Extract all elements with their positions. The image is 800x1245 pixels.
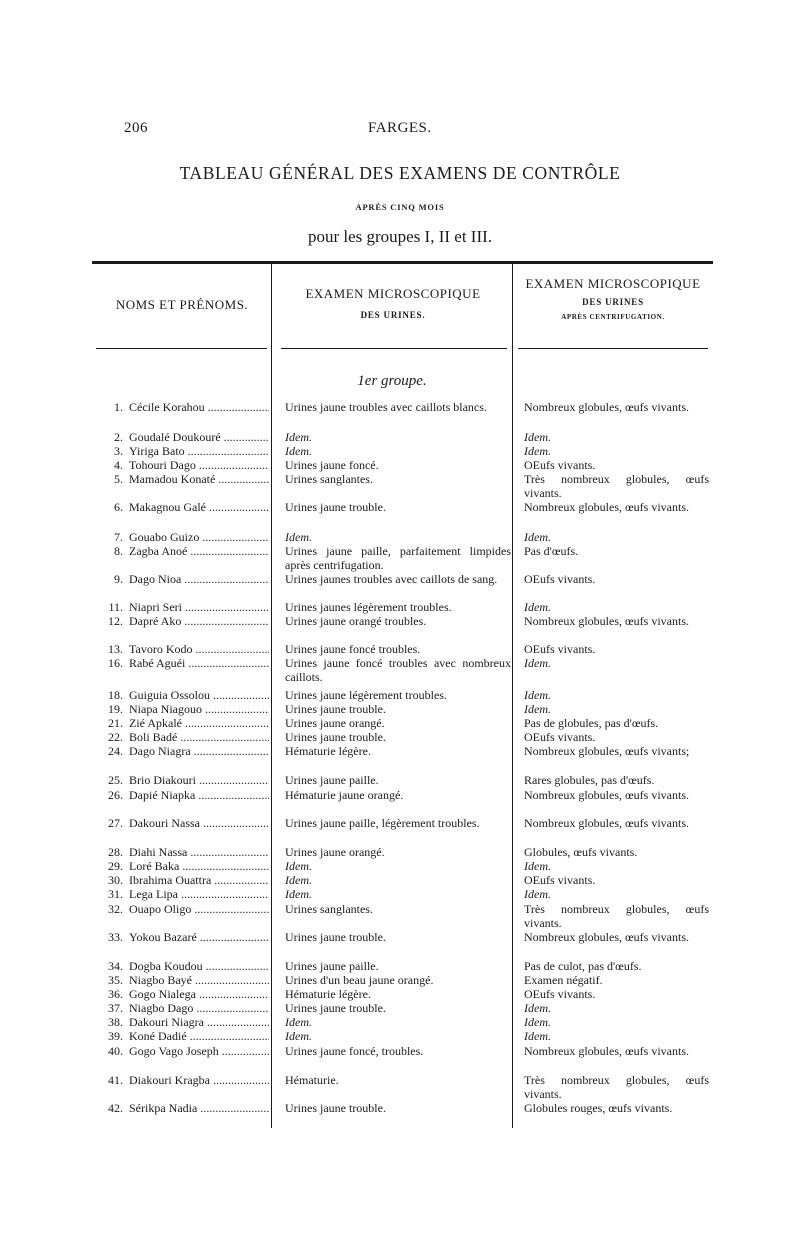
urine-exam: Urines jaune foncé troubles. [285,642,421,656]
column-header-centrif-sub: DES URINES [582,296,644,307]
centrifugation-exam: Globules rouges, œufs vivants. [524,1101,673,1115]
table-title: TABLEAU GÉNÉRAL DES EXAMENS DE CONTRÔLE [179,163,621,183]
row-number: 4. [114,458,123,472]
urine-exam: Idem. [285,873,312,887]
centrifugation-exam: Examen négatif. [524,973,603,987]
row-number: 22. [108,730,123,744]
urine-exam: Urines d'un beau jaune orangé. [285,973,434,987]
row-number: 24. [108,744,123,758]
urine-exam: Idem. [285,1015,312,1029]
patient-name: Dakouri Niagra ..... [129,1015,269,1029]
urine-exam: Idem. [285,887,312,901]
table-top-rule [92,261,713,264]
urine-exam: Urines jaune paille. [285,773,379,787]
row-number: 19. [108,702,123,716]
centrifugation-exam: Idem. [524,600,551,614]
row-number: 25. [108,773,123,787]
column-header-centrif [514,275,712,322]
patient-name: Boli Badé ..... [129,730,269,744]
patient-name: Cécile Korahou ..... [129,400,269,414]
centrifugation-exam: Idem. [524,1015,551,1029]
centrifugation-exam: Idem. [524,530,551,544]
urine-exam: Hématurie jaune orangé. [285,788,404,802]
row-number: 39. [108,1029,123,1043]
column-header-names [96,296,268,314]
patient-name: Niagbo Dago ..... [129,1001,269,1015]
patient-name: Brio Diakouri ..... [129,773,269,787]
row-number: 37. [108,1001,123,1015]
row-number: 29. [108,859,123,873]
urine-exam: Hématurie. [285,1073,339,1087]
patient-name: Dapré Ako ..... [129,614,269,628]
row-number: 13. [108,642,123,656]
centrifugation-exam: Nombreux globules, œufs vivants. [524,1044,689,1058]
urine-exam: Urines jaune trouble. [285,500,386,514]
patient-name: Dago Nioa ..... [129,572,269,586]
urine-exam: Idem. [285,859,312,873]
row-number: 41. [108,1073,123,1087]
row-number: 33. [108,930,123,944]
centrifugation-exam: Très nombreux globules, œufs vivants. [524,902,709,931]
urine-exam: Urines jaune légèrement troubles. [285,688,447,702]
urine-exam: Urines jaune paille. [285,959,379,973]
header-underline-1 [96,348,267,349]
centrifugation-exam: Pas de globules, pas d'œufs. [524,716,659,730]
patient-name: Rabé Aguéi ..... [129,656,269,670]
centrifugation-exam: OEufs vivants. [524,987,596,1001]
urine-exam: Urines jaune troubles avec caillots blancs. [285,400,487,414]
row-number: 12. [108,614,123,628]
row-number: 18. [108,688,123,702]
row-number: 34. [108,959,123,973]
row-number: 30. [108,873,123,887]
urine-exam: Urines jaune trouble. [285,702,386,716]
urine-exam: Urines jaune orangé troubles. [285,614,427,628]
patient-name: Yokou Bazaré ..... [129,930,269,944]
patient-name: Makagnou Galé ..... [129,500,269,514]
centrifugation-exam: Nombreux globules, œufs vivants. [524,500,689,514]
urine-exam: Urines jaune paille, parfaitement limpides après centrifugation. [285,544,511,573]
centrifugation-exam: Idem. [524,702,551,716]
row-number: 8. [114,544,123,558]
centrifugation-exam: Idem. [524,444,551,458]
row-number: 26. [108,788,123,802]
row-number: 6. [114,500,123,514]
column-header-exam-sub: DES URINES. [360,309,426,320]
centrifugation-exam: Nombreux globules, œufs vivants; [524,744,690,758]
urine-exam: Urines jaune orangé. [285,716,385,730]
urine-exam: Urines jaunes troubles avec caillots de sang. [285,572,498,586]
centrifugation-exam: Globules, œufs vivants. [524,845,638,859]
patient-name: Dapié Niapka ..... [129,788,269,802]
centrifugation-exam: OEufs vivants. [524,458,596,472]
patient-name: Lega Lipa ..... [129,887,269,901]
row-number: 9. [114,572,123,586]
urine-exam: Urines jaune trouble. [285,1101,386,1115]
centrifugation-exam: Rares globules, pas d'œufs. [524,773,655,787]
centrifugation-exam: Nombreux globules, œufs vivants. [524,614,689,628]
patient-name: Goudalé Doukouré ..... [129,430,269,444]
row-number: 32. [108,902,123,916]
row-number: 28. [108,845,123,859]
patient-name: Dogba Koudou ..... [129,959,269,973]
urine-exam: Urines jaunes légèrement troubles. [285,600,452,614]
centrifugation-exam: Idem. [524,688,551,702]
row-number: 11. [108,600,123,614]
urine-exam: Urines jaune foncé troubles avec nombreux caillots. [285,656,511,685]
patient-name: Dakouri Nassa ..... [129,816,269,830]
patient-name: Tohouri Dago ..... [129,458,269,472]
row-number: 38. [108,1015,123,1029]
patient-name: Gouabo Guizo ..... [129,530,269,544]
centrifugation-exam: Nombreux globules, œufs vivants. [524,816,689,830]
patient-name: Diahi Nassa ..... [129,845,269,859]
patient-name: Tavoro Kodo ..... [129,642,269,656]
centrifugation-exam: OEufs vivants. [524,642,596,656]
row-number: 21. [108,716,123,730]
urine-exam: Urines sanglantes. [285,902,373,916]
patient-name: Koné Dadié ..... [129,1029,269,1043]
row-number: 2. [114,430,123,444]
centrifugation-exam: Idem. [524,430,551,444]
centrifugation-exam: Nombreux globules, œufs vivants. [524,400,689,414]
column-divider-1 [271,264,272,1128]
page-number: 206 [124,120,148,136]
header-underline-2 [281,348,507,349]
row-number: 42. [108,1101,123,1115]
group-label: 1er groupe. [357,373,427,389]
urine-exam: Urines jaune trouble. [285,1001,386,1015]
column-header-exam-title: EXAMEN MICROSCOPIQUE [305,286,481,301]
row-number: 36. [108,987,123,1001]
column-divider-2 [512,264,513,1128]
row-number: 31. [108,887,123,901]
centrifugation-exam: Idem. [524,1001,551,1015]
urine-exam: Idem. [285,1029,312,1043]
patient-name: Zagba Anoé ..... [129,544,269,558]
row-number: 27. [108,816,123,830]
urine-exam: Urines sanglantes. [285,472,373,486]
centrifugation-exam: Idem. [524,859,551,873]
patient-name: Diakouri Kragba ..... [129,1073,269,1087]
column-header-centrif-title: EXAMEN MICROSCOPIQUE [525,276,701,291]
patient-name: Niapri Seri ..... [129,600,269,614]
header-underline-3 [518,348,708,349]
row-number: 3. [114,444,123,458]
centrifugation-exam: Pas de culot, pas d'œufs. [524,959,642,973]
patient-name: Zié Apkalé ..... [129,716,269,730]
patient-name: Gogo Nialega ..... [129,987,269,1001]
row-number: 1. [114,400,123,414]
centrifugation-exam: Nombreux globules, œufs vivants. [524,788,689,802]
table-subtitle: APRÈS CINQ MOIS [355,202,445,212]
centrifugation-exam: Idem. [524,887,551,901]
urine-exam: Idem. [285,530,312,544]
centrifugation-exam: Idem. [524,656,551,670]
column-header-centrif-sub2: APRÈS CENTRIFUGATION. [561,312,665,321]
running-head: FARGES. [368,120,432,136]
centrifugation-exam: Idem. [524,1029,551,1043]
column-header-exam [276,285,510,321]
urine-exam: Urines jaune foncé. [285,458,379,472]
patient-name: Niagbo Bayé ..... [129,973,269,987]
patient-name: Sérikpa Nadia ..... [129,1101,269,1115]
row-number: 40. [108,1044,123,1058]
row-number: 7. [114,530,123,544]
row-number: 5. [114,472,123,486]
groups-line: pour les groupes I, II et III. [307,227,493,246]
patient-name: Niapa Niagouo ..... [129,702,269,716]
patient-name: Ibrahima Ouattra ..... [129,873,269,887]
patient-name: Dago Niagra ..... [129,744,269,758]
patient-name: Yiriga Bato ..... [129,444,269,458]
urine-exam: Hématurie légère. [285,987,371,1001]
urine-exam: Urines jaune foncé, troubles. [285,1044,424,1058]
row-number: 16. [108,656,123,670]
centrifugation-exam: Très nombreux globules, œufs vivants. [524,1073,709,1102]
patient-name: Gogo Vago Joseph ..... [129,1044,269,1058]
centrifugation-exam: Nombreux globules, œufs vivants. [524,930,689,944]
column-header-names-label: NOMS ET PRÉNOMS. [115,297,249,312]
patient-name: Mamadou Konaté ..... [129,472,269,486]
centrifugation-exam: Pas d'œufs. [524,544,579,558]
urine-exam: Hématurie légère. [285,744,371,758]
urine-exam: Urines jaune trouble. [285,730,386,744]
urine-exam: Urines jaune orangé. [285,845,385,859]
centrifugation-exam: OEufs vivants. [524,730,596,744]
patient-name: Ouapo Oligo ..... [129,902,269,916]
centrifugation-exam: OEufs vivants. [524,572,596,586]
urine-exam: Urines jaune paille, légèrement troubles. [285,816,480,830]
centrifugation-exam: OEufs vivants. [524,873,596,887]
urine-exam: Urines jaune trouble. [285,930,386,944]
patient-name: Guiguia Ossolou ..... [129,688,269,702]
urine-exam: Idem. [285,430,312,444]
patient-name: Loré Baka ..... [129,859,269,873]
urine-exam: Idem. [285,444,312,458]
row-number: 35. [108,973,123,987]
centrifugation-exam: Très nombreux globules, œufs vivants. [524,472,709,501]
